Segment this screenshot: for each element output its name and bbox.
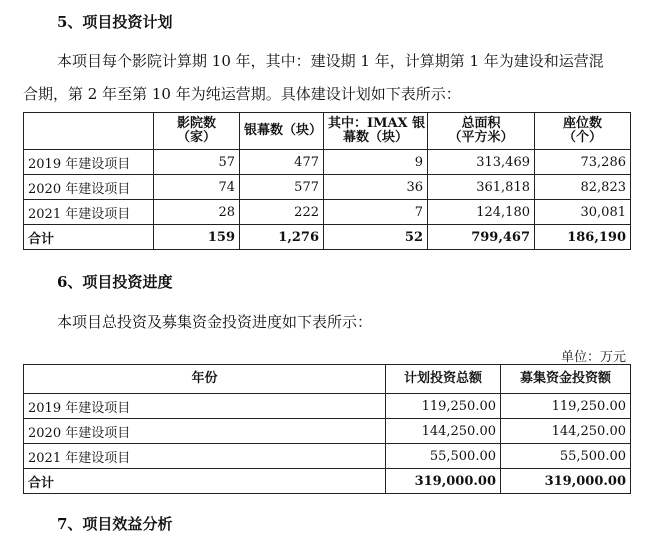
cell-raised-funds: 55,500.00 — [501, 444, 631, 469]
row-label: 合计 — [24, 469, 386, 494]
table-total-row — [24, 469, 631, 494]
cell-raised-funds: 144,250.00 — [501, 419, 631, 444]
cell-screens: 1,276 — [240, 225, 324, 250]
table-total-row — [24, 225, 631, 250]
table-header-cell — [24, 113, 154, 150]
cell-screens: 577 — [240, 175, 324, 200]
cell-planned-investment: 144,250.00 — [386, 419, 501, 444]
table-row — [24, 150, 631, 175]
row-label: 2021 年建设项目 — [24, 444, 386, 469]
cell-raised-funds: 319,000.00 — [501, 469, 631, 494]
cell-area: 799,467 — [428, 225, 535, 250]
table-header-cell: 募集资金投资额 — [501, 365, 631, 394]
table-header-cell: 其中：IMAX 银 幕数（块） — [324, 113, 428, 150]
cell-imax-screens: 9 — [324, 150, 428, 175]
cell-cinemas: 57 — [154, 150, 240, 175]
row-label: 2020 年建设项目 — [24, 419, 386, 444]
section7-heading: 7、项目效益分析 — [57, 515, 173, 533]
cell-screens: 222 — [240, 200, 324, 225]
cell-raised-funds: 119,250.00 — [501, 394, 631, 419]
row-label: 2021 年建设项目 — [24, 200, 154, 225]
table-row — [24, 200, 631, 225]
table-row — [24, 175, 631, 200]
investment-progress-table — [23, 364, 631, 494]
cell-area: 124,180 — [428, 200, 535, 225]
cell-cinemas: 74 — [154, 175, 240, 200]
section5-paragraph-line2: 合期，第 2 年至第 10 年为纯运营期。具体建设计划如下表所示： — [23, 85, 461, 103]
table-row — [24, 419, 631, 444]
table-header-cell: 计划投资总额 — [386, 365, 501, 394]
table-row — [24, 394, 631, 419]
cell-seats: 82,823 — [535, 175, 631, 200]
cell-cinemas: 28 — [154, 200, 240, 225]
table-header-cell: 总面积 （平方米） — [428, 113, 535, 150]
cell-seats: 186,190 — [535, 225, 631, 250]
cell-planned-investment: 55,500.00 — [386, 444, 501, 469]
section6-heading: 6、项目投资进度 — [57, 273, 173, 291]
table-row — [24, 444, 631, 469]
table-header-cell: 座位数 （个） — [535, 113, 631, 150]
unit-label: 单位：万元 — [560, 350, 626, 365]
table-header-cell: 年份 — [24, 365, 386, 394]
row-label: 合计 — [24, 225, 154, 250]
row-label: 2019 年建设项目 — [24, 394, 386, 419]
section6-paragraph: 本项目总投资及募集资金投资进度如下表所示： — [57, 313, 373, 331]
section5-paragraph-line1: 本项目每个影院计算期 10 年，其中：建设期 1 年，计算期第 1 年为建设和运营混 — [57, 52, 604, 70]
cell-planned-investment: 119,250.00 — [386, 394, 501, 419]
cell-seats: 73,286 — [535, 150, 631, 175]
cell-area: 361,818 — [428, 175, 535, 200]
row-label: 2019 年建设项目 — [24, 150, 154, 175]
cell-imax-screens: 52 — [324, 225, 428, 250]
table-header-cell: 影院数 （家） — [154, 113, 240, 150]
table-header-row — [24, 365, 631, 394]
cell-seats: 30,081 — [535, 200, 631, 225]
cell-area: 313,469 — [428, 150, 535, 175]
cell-planned-investment: 319,000.00 — [386, 469, 501, 494]
construction-plan-table — [23, 112, 631, 250]
section5-heading: 5、项目投资计划 — [57, 13, 173, 31]
cell-cinemas: 159 — [154, 225, 240, 250]
cell-screens: 477 — [240, 150, 324, 175]
row-label: 2020 年建设项目 — [24, 175, 154, 200]
cell-imax-screens: 36 — [324, 175, 428, 200]
table-header-cell: 银幕数（块） — [240, 113, 324, 150]
cell-imax-screens: 7 — [324, 200, 428, 225]
table-header-row — [24, 113, 631, 150]
